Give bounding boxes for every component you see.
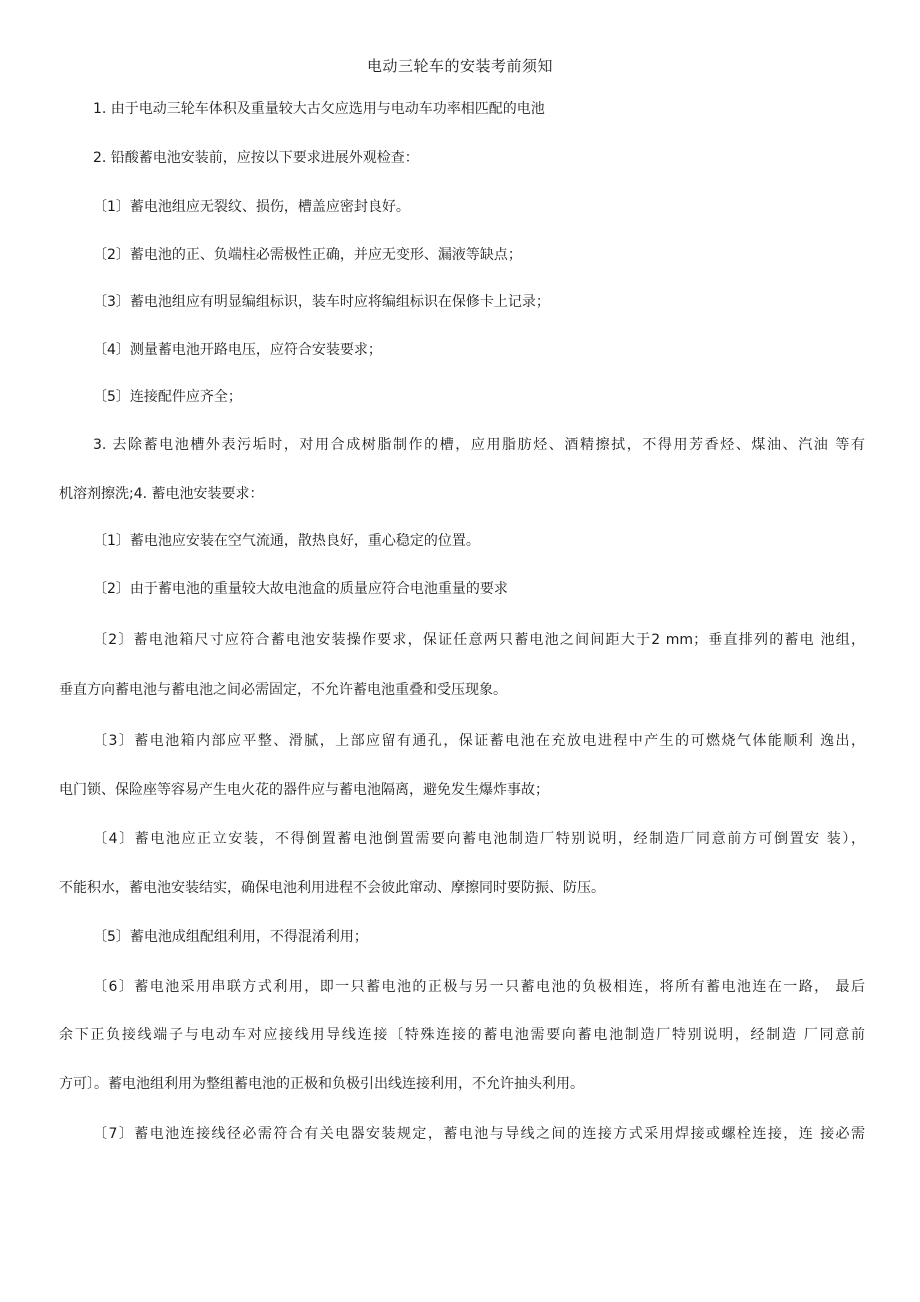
sub-item-check-1: 〔1〕蓄电池组应无裂纹、损伤，槽盖应密封良好。 [93,199,410,215]
sub-item-install-4: 〔4〕蓄电池应正立安装，不得倒置蓄电池倒置需要向蓄电池制造厂特别说明，经制造厂同意前方可倒置安 装）， [93,831,865,847]
sub-item-check-2: 〔2〕蓄电池的正、负端柱必需极性正确，并应无变形、漏液等缺点； [93,247,522,263]
paragraph-item-3: 3. 去除蓄电池槽外表污垢时，对用合成树脂制作的槽，应用脂肪烃、酒精擦拭，不得用芳香烃、煤油、汽油 等有 [93,437,865,453]
sub-item-install-2b-continued: 垂直方向蓄电池与蓄电池之间必需固定，不允许蓄电池重叠和受压现象。 [59,682,507,698]
sub-item-install-6: 〔6〕蓄电池采用串联方式利用，即一只蓄电池的正极与另一只蓄电池的负极相连，将所有蓄电池连在一路， 最后 [93,979,865,995]
sub-item-check-3: 〔3〕蓄电池组应有明显编组标识，装车时应将编组标识在保修卡上记录； [93,294,550,310]
sub-item-install-6-continued-2: 方可〕。蓄电池组利用为整组蓄电池的正极和负极引出线连接利用，不允许抽头利用。 [59,1076,584,1092]
page-title: 电动三轮车的安装考前须知 [366,57,553,75]
paragraph-item-1: 1. 由于电动三轮车体积及重量较大古攵应选用与电动车功率相匹配的电池 [93,101,545,117]
sub-item-install-3: 〔3〕蓄电池箱内部应平整、滑腻，上部应留有通孔，保证蓄电池在充放电进程中产生的可燃烧气体能顺利 逸出， [93,733,865,749]
paragraph-item-3-continued: 机溶剂擦洗;4. 蓄电池安装要求： [59,486,264,502]
sub-item-check-4: 〔4〕测量蓄电池开路电压，应符合安装要求； [93,342,382,358]
paragraph-item-2: 2. 铅酸蓄电池安装前，应按以下要求进展外观检查： [93,150,419,166]
sub-item-install-6-continued: 余下正负接线端子与电动车对应接线用导线连接〔特殊连接的蓄电池需要向蓄电池制造厂特别说明，经制造 厂同意前 [59,1027,865,1043]
sub-item-check-5: 〔5〕连接配件应齐全； [93,389,242,405]
sub-item-install-4-continued: 不能积水，蓄电池安装结实，确保电池利用进程不会彼此窜动、摩擦同时要防振、防压。 [59,880,605,896]
sub-item-install-3-continued: 电门锁、保险座等容易产生电火花的器件应与蓄电池隔离，避免发生爆炸事故； [59,782,549,798]
sub-item-install-5: 〔5〕蓄电池成组配组利用，不得混淆利用； [93,929,368,945]
sub-item-install-2b: 〔2〕蓄电池箱尺寸应符合蓄电池安装操作要求，保证任意两只蓄电池之间间距大于2 mm；垂直排列的蓄电 池组， [93,632,865,648]
sub-item-install-7: 〔7〕蓄电池连接线径必需符合有关电器安装规定，蓄电池与导线之间的连接方式采用焊接或螺栓连接，连 接必需 [93,1126,865,1142]
sub-item-install-1: 〔1〕蓄电池应安装在空气流通，散热良好，重心稳定的位置。 [93,533,480,549]
sub-item-install-2a: 〔2〕由于蓄电池的重量较大故电池盒的质量应符合电池重量的要求 [93,581,508,597]
